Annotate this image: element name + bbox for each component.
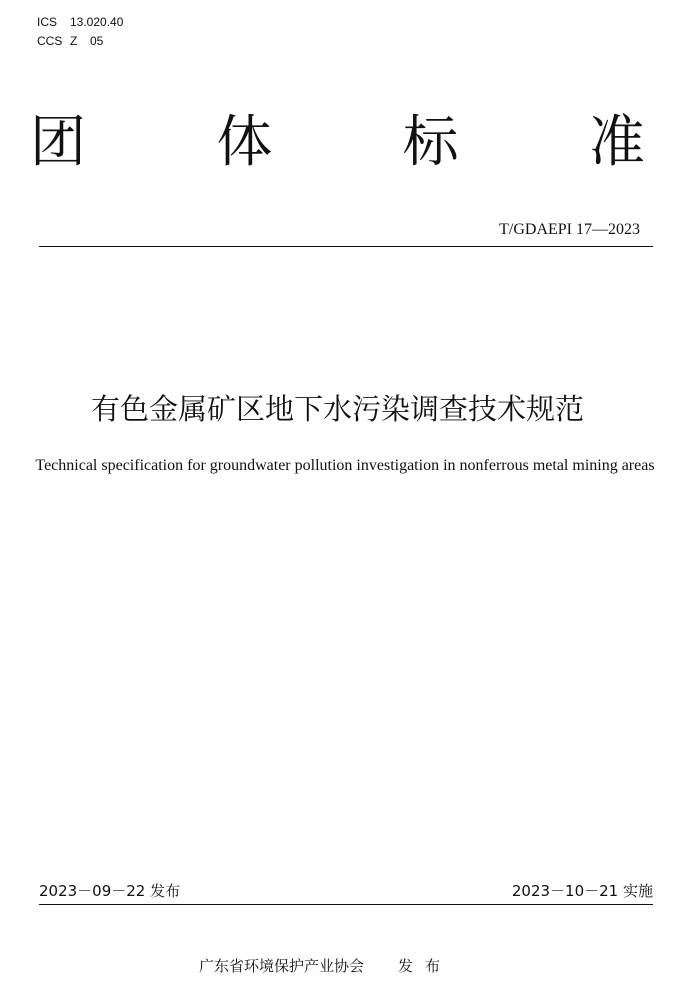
ics-line [37, 15, 123, 29]
publisher-line [199, 956, 452, 976]
ics-code: 13.020.40 [70, 15, 124, 29]
title-chinese: 有色金属矿区地下水污染调查技术规范 [90, 392, 584, 426]
ccs-letter: Z [70, 34, 78, 48]
standard-type-char: 标 [402, 110, 459, 175]
standard-type-char: 体 [216, 110, 273, 175]
publish-date: 2023－09－22 发布 [39, 882, 181, 900]
standard-type-heading [30, 108, 645, 178]
ics-label: ICS [37, 15, 58, 29]
ccs-code: 05 [90, 34, 104, 48]
standard-type-char: 准 [588, 110, 645, 175]
publisher-action: 发布 [398, 957, 453, 975]
bottom-divider [39, 904, 653, 905]
ccs-label: CCS [37, 34, 63, 48]
implement-date: 2023－10－21 实施 [511, 882, 653, 900]
title-english: Technical specification for groundwater pollution investigation in nonferrous metal mining areas [35, 457, 655, 474]
standard-type-char: 团 [30, 110, 86, 175]
standard-number: T/GDAEPI 17—2023 [499, 221, 640, 238]
top-divider [39, 246, 653, 247]
publisher-name: 广东省环境保护产业协会 [199, 957, 365, 975]
ccs-line [37, 34, 103, 48]
